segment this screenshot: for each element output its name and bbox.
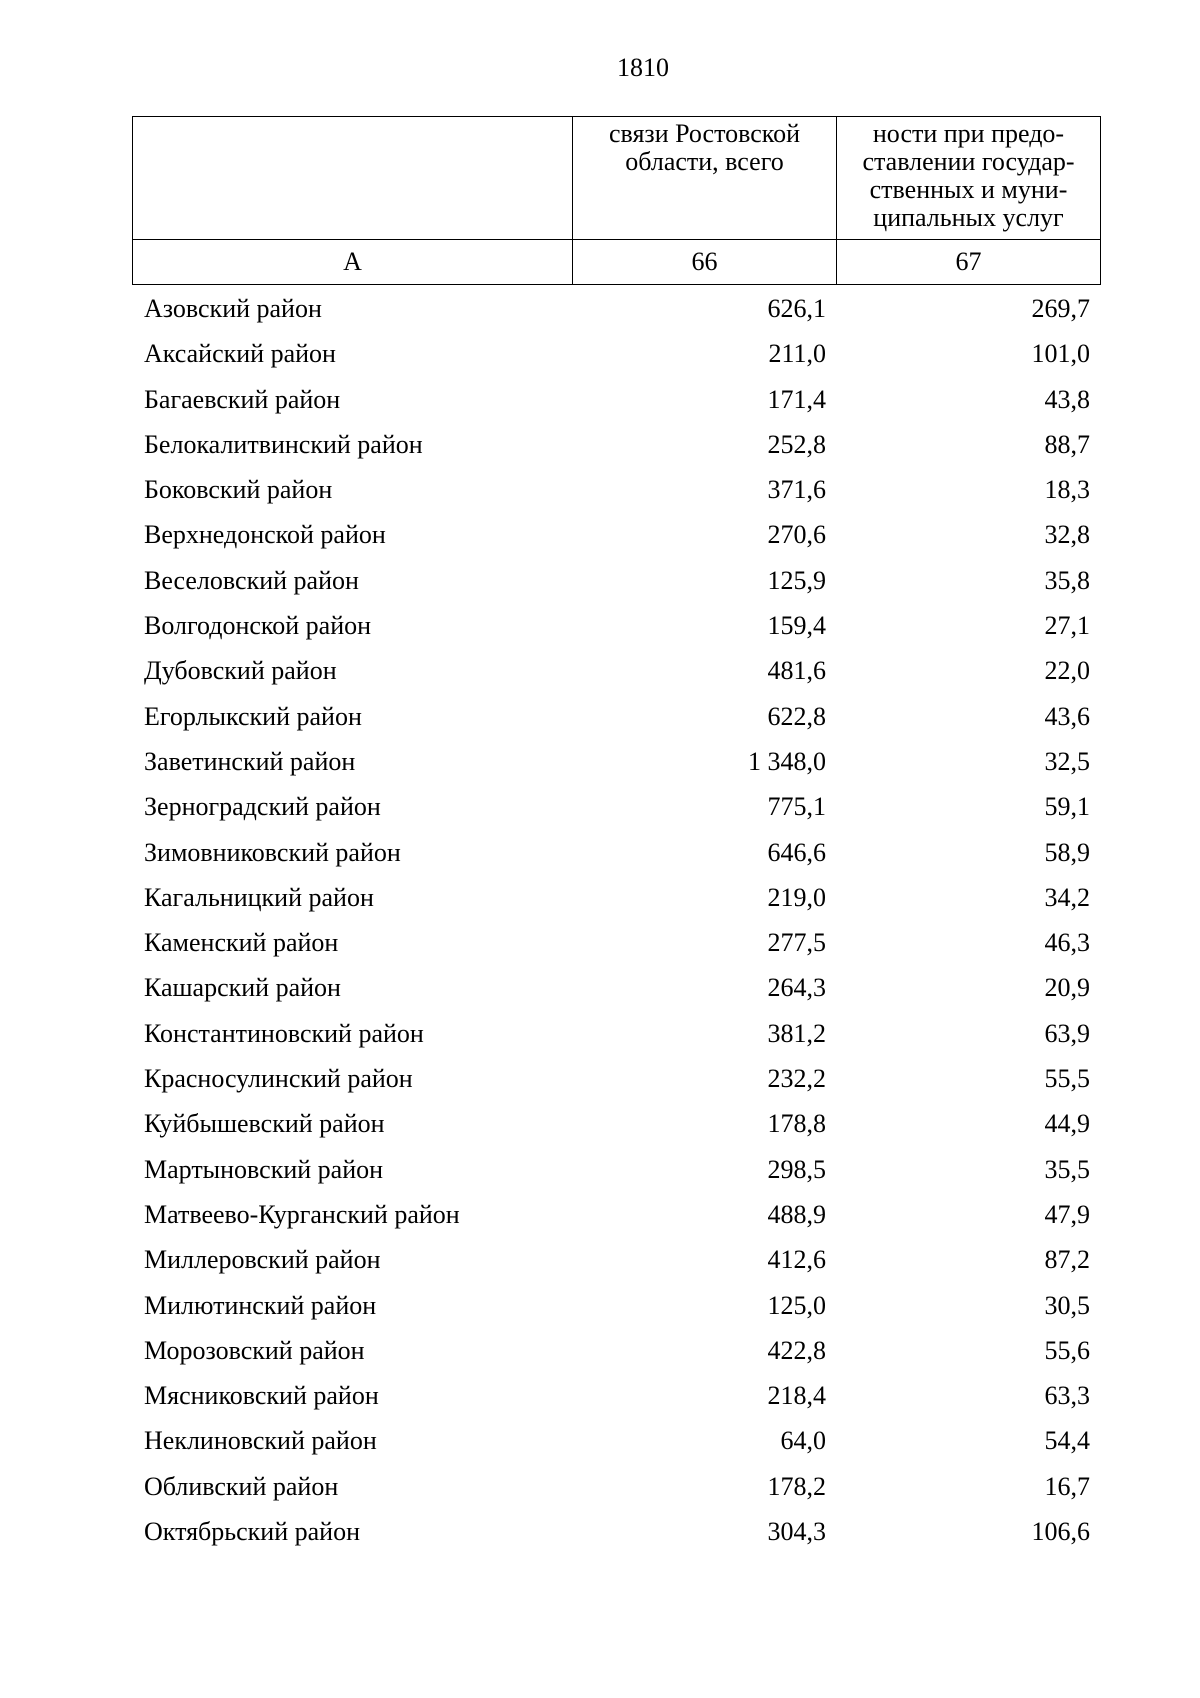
table-row [132,1288,1100,1333]
table-row [132,699,1100,744]
value-col-67: 55,6 [1044,1335,1090,1365]
value-col-67: 35,5 [1044,1154,1090,1184]
table-row [132,925,1100,970]
value-col-66: 125,9 [767,565,826,595]
value-col-66: 270,6 [767,520,826,550]
district-name: Мясниковский район [144,1381,379,1411]
value-col-67: 46,3 [1044,928,1090,958]
district-name: Кашарский район [144,973,341,1003]
table-row [132,382,1100,427]
header-66-line-2: области, всего [625,147,784,176]
table-row [132,427,1100,472]
district-name: Боковский район [144,475,333,505]
district-name: Милютинский район [144,1290,377,1320]
district-name: Аксайский район [144,339,336,369]
value-col-67: 106,6 [1031,1517,1090,1547]
district-name: Багаевский район [144,384,341,414]
header-67-line-2: ставлении государ- [862,147,1075,176]
table-row [132,1333,1100,1378]
table-row [132,1423,1100,1468]
value-col-66: 178,8 [767,1109,826,1139]
district-name: Куйбышевский район [144,1109,385,1139]
table-row [132,1242,1100,1287]
column-number-row [133,240,1101,285]
value-col-66: 232,2 [767,1064,826,1094]
value-col-67: 269,7 [1031,294,1090,323]
column-number-a: А [133,240,573,285]
district-name: Октябрьский район [144,1517,360,1547]
value-col-67: 43,8 [1044,384,1090,414]
table-row [132,1016,1100,1061]
district-name: Обливский район [144,1471,339,1501]
table-row [132,472,1100,517]
district-name: Заветинский район [144,746,356,776]
district-name: Мартыновский район [144,1154,384,1184]
value-col-66: 298,5 [767,1154,826,1184]
table-row [132,1106,1100,1151]
table-row [132,880,1100,925]
header-cell-67 [837,117,1101,240]
header-67-line-3: ственных и муни- [869,175,1068,204]
district-name: Дубовский район [144,656,337,686]
district-name: Азовский район [144,294,322,323]
value-col-66: 64,0 [780,1426,826,1456]
value-col-66: 626,1 [767,294,826,323]
value-col-67: 18,3 [1044,475,1090,505]
value-col-67: 55,5 [1044,1064,1090,1094]
header-66-line-1: связи Ростовской [608,119,801,148]
table-row [132,1469,1100,1514]
value-col-67: 43,6 [1044,701,1090,731]
value-col-66: 775,1 [767,792,826,822]
value-col-66: 1 348,0 [748,746,826,776]
value-col-66: 171,4 [767,384,826,414]
value-col-66: 178,2 [767,1471,826,1501]
column-number-67: 67 [837,240,1101,285]
value-col-66: 219,0 [767,882,826,912]
value-col-67: 32,8 [1044,520,1090,550]
value-col-66: 371,6 [767,475,826,505]
district-name: Матвеево-Курганский район [144,1199,460,1229]
value-col-67: 34,2 [1044,882,1090,912]
district-name: Зерноградский район [144,792,381,822]
header-cell-a [133,117,573,240]
value-col-67: 30,5 [1044,1290,1090,1320]
table-row [132,653,1100,698]
district-name: Кагальницкий район [144,882,374,912]
value-col-66: 277,5 [767,928,826,958]
value-col-66: 218,4 [767,1381,826,1411]
column-number-66: 66 [573,240,837,285]
value-col-66: 252,8 [767,429,826,459]
value-col-67: 20,9 [1044,973,1090,1003]
header-cell-66 [573,117,837,240]
value-col-66: 211,0 [768,339,826,369]
district-name: Волгодонской район [144,611,372,641]
table-row [132,1514,1100,1559]
value-col-67: 22,0 [1044,656,1090,686]
value-col-66: 159,4 [767,611,826,641]
district-name: Константиновский район [144,1018,424,1048]
table-row [132,563,1100,608]
value-col-67: 88,7 [1044,429,1090,459]
header-67-line-1: ности при предо- [872,119,1065,148]
value-col-67: 58,9 [1044,837,1090,867]
table-row [132,336,1100,381]
value-col-66: 622,8 [767,701,826,731]
value-col-66: 646,6 [767,837,826,867]
table-row [132,1378,1100,1423]
page-number: 1810 [617,53,669,82]
value-col-67: 63,9 [1044,1018,1090,1048]
table-row [132,1152,1100,1197]
district-name: Верхнедонской район [144,520,386,550]
value-col-66: 381,2 [767,1018,826,1048]
table-row [132,1197,1100,1242]
table-header [132,116,1101,285]
table-row [132,970,1100,1015]
value-col-67: 16,7 [1044,1471,1090,1501]
table-row [132,744,1100,789]
district-name: Веселовский район [144,565,359,595]
header-row [133,117,1101,240]
value-col-67: 54,4 [1044,1426,1090,1456]
district-name: Егорлыкский район [144,701,362,731]
value-col-67: 63,3 [1044,1381,1090,1411]
value-col-67: 47,9 [1044,1199,1090,1229]
value-col-66: 488,9 [767,1199,826,1229]
value-col-67: 87,2 [1044,1245,1090,1275]
district-name: Белокалитвинский район [144,429,423,459]
value-col-66: 422,8 [767,1335,826,1365]
value-col-67: 59,1 [1044,792,1090,822]
district-name: Каменский район [144,928,339,958]
value-col-66: 412,6 [767,1245,826,1275]
table-row [132,1061,1100,1106]
value-col-67: 35,8 [1044,565,1090,595]
district-name: Неклиновский район [144,1426,377,1456]
value-col-66: 125,0 [767,1290,826,1320]
district-name: Зимовниковский район [144,837,401,867]
data-rows [132,291,1100,1559]
district-name: Миллеровский район [144,1245,381,1275]
value-col-66: 264,3 [767,973,826,1003]
table-row [132,789,1100,834]
table-row [132,517,1100,562]
header-67-line-4: ципальных услуг [873,203,1064,232]
table-row [132,835,1100,880]
value-col-67: 27,1 [1044,611,1090,641]
district-name: Красносулинский район [144,1064,413,1094]
table-row [132,608,1100,653]
value-col-67: 101,0 [1031,339,1090,369]
value-col-67: 32,5 [1044,746,1090,776]
table-row [132,291,1100,336]
value-col-67: 44,9 [1044,1109,1090,1139]
district-name: Морозовский район [144,1335,365,1365]
value-col-66: 481,6 [767,656,826,686]
value-col-66: 304,3 [767,1517,826,1547]
